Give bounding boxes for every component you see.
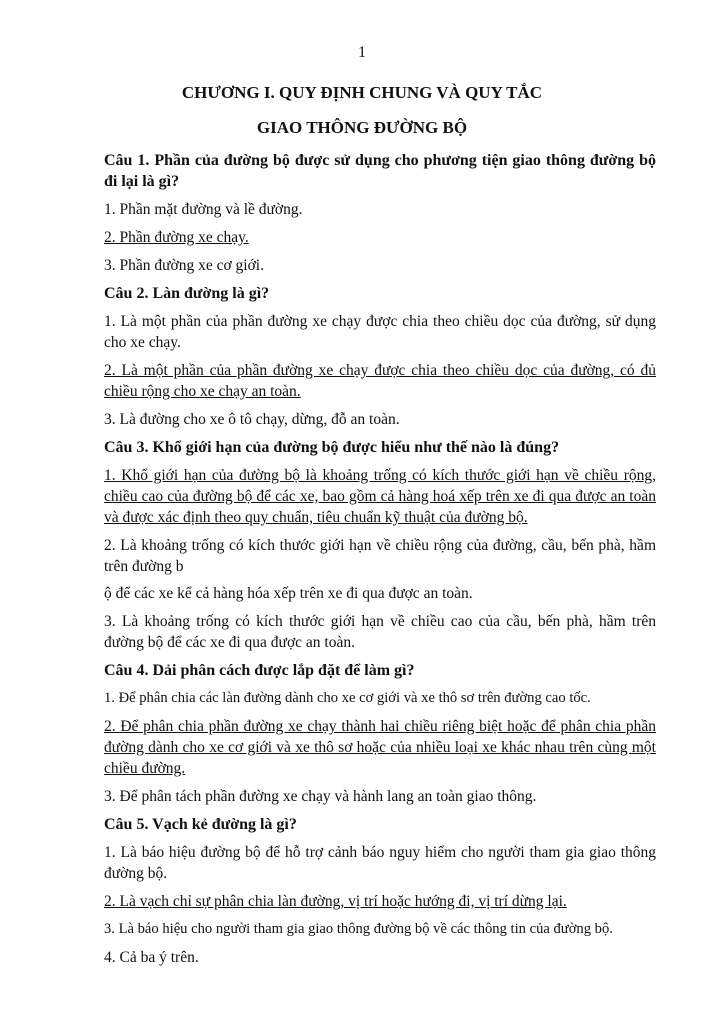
- question-3: [104, 437, 656, 653]
- question-label: Câu 4. Dải phân cách được lắp đặt để làm gì?: [104, 662, 415, 679]
- question-label: Câu 1. Phần của đường bộ được sử dụng cho phương tiện giao thông đường bộ đi lại là gì?: [104, 152, 656, 190]
- question-list: [104, 144, 656, 975]
- answer-option: 4. Cả ba ý trên.: [104, 949, 199, 966]
- question-2: [104, 283, 656, 430]
- question-label: Câu 3. Khổ giới hạn của đường bộ được hiểu như thế nào là đúng?: [104, 439, 560, 456]
- page-number: 1: [358, 44, 366, 61]
- chapter-title-line1: CHƯƠNG I. QUY ĐỊNH CHUNG VÀ QUY TẮC: [181, 83, 543, 102]
- question-5: [104, 814, 656, 968]
- answer-option: 3. Là khoảng trống có kích thước giới hạn về chiều cao của cầu, bến phà, hầm trên đường bộ để các xe đi qua được an toàn.: [104, 613, 656, 651]
- correct-answer: 2. Phần đường xe chạy.: [104, 229, 249, 246]
- question-label: Câu 5. Vạch kẻ đường là gì?: [104, 816, 297, 833]
- correct-answer: 2. Là một phần của phần đường xe chạy được chia theo chiều dọc của đường, có đủ chiều rộng cho xe chạy an toàn.: [104, 362, 656, 400]
- answer-option: 1. Phần mặt đường và lề đường.: [104, 201, 303, 218]
- answer-option: 3. Để phân tách phần đường xe chạy và hành lang an toàn giao thông.: [104, 788, 537, 805]
- question-label: Câu 2. Làn đường là gì?: [104, 285, 270, 302]
- question-4: [104, 660, 656, 807]
- answer-option: 2. Là khoảng trống có kích thước giới hạn về chiều rộng của đường, cầu, bến phà, hầm trên đường b: [104, 537, 656, 575]
- correct-answer: 2. Là vạch chỉ sự phân chia làn đường, vị trí hoặc hướng đi, vị trí dừng lại.: [104, 893, 567, 910]
- chapter-title-line2: GIAO THÔNG ĐƯỜNG BỘ: [256, 118, 468, 137]
- answer-option-continued: ộ để các xe kể cả hàng hóa xếp trên xe đi qua được an toàn.: [104, 585, 473, 602]
- answer-option: 3. Là đường cho xe ô tô chạy, dừng, đỗ an toàn.: [104, 411, 400, 428]
- answer-option: 1. Là một phần của phần đường xe chạy được chia theo chiều dọc của đường, sử dụng cho xe chạy.: [104, 313, 656, 351]
- answer-option: 1. Để phân chia các làn đường dành cho xe cơ giới và xe thô sơ trên đường cao tốc.: [104, 690, 591, 706]
- answer-option: 3. Phần đường xe cơ giới.: [104, 257, 264, 274]
- question-1: [104, 150, 656, 276]
- answer-option: 3. Là báo hiệu cho người tham gia giao thông đường bộ về các thông tin của đường bộ.: [104, 921, 613, 937]
- correct-answer: 2. Để phân chia phần đường xe chạy thành hai chiều riêng biệt hoặc để phân chia phần đường dành cho xe cơ giới và xe thô sơ hoặc của nhiều loại xe khác nhau trên cùng một chiều đường.: [104, 718, 656, 777]
- answer-option: 1. Là báo hiệu đường bộ để hỗ trợ cảnh báo nguy hiểm cho người tham gia giao thông đường bộ.: [104, 844, 656, 882]
- correct-answer: 1. Khổ giới hạn của đường bộ là khoảng trống có kích thước giới hạn về chiều rộng, chiều cao của đường bộ để các xe, bao gồm cả hàng hoá xếp trên xe đi qua được an toàn và được xác định theo quy chuẩn, tiêu chuẩn kỹ thuật của đường bộ.: [104, 467, 656, 526]
